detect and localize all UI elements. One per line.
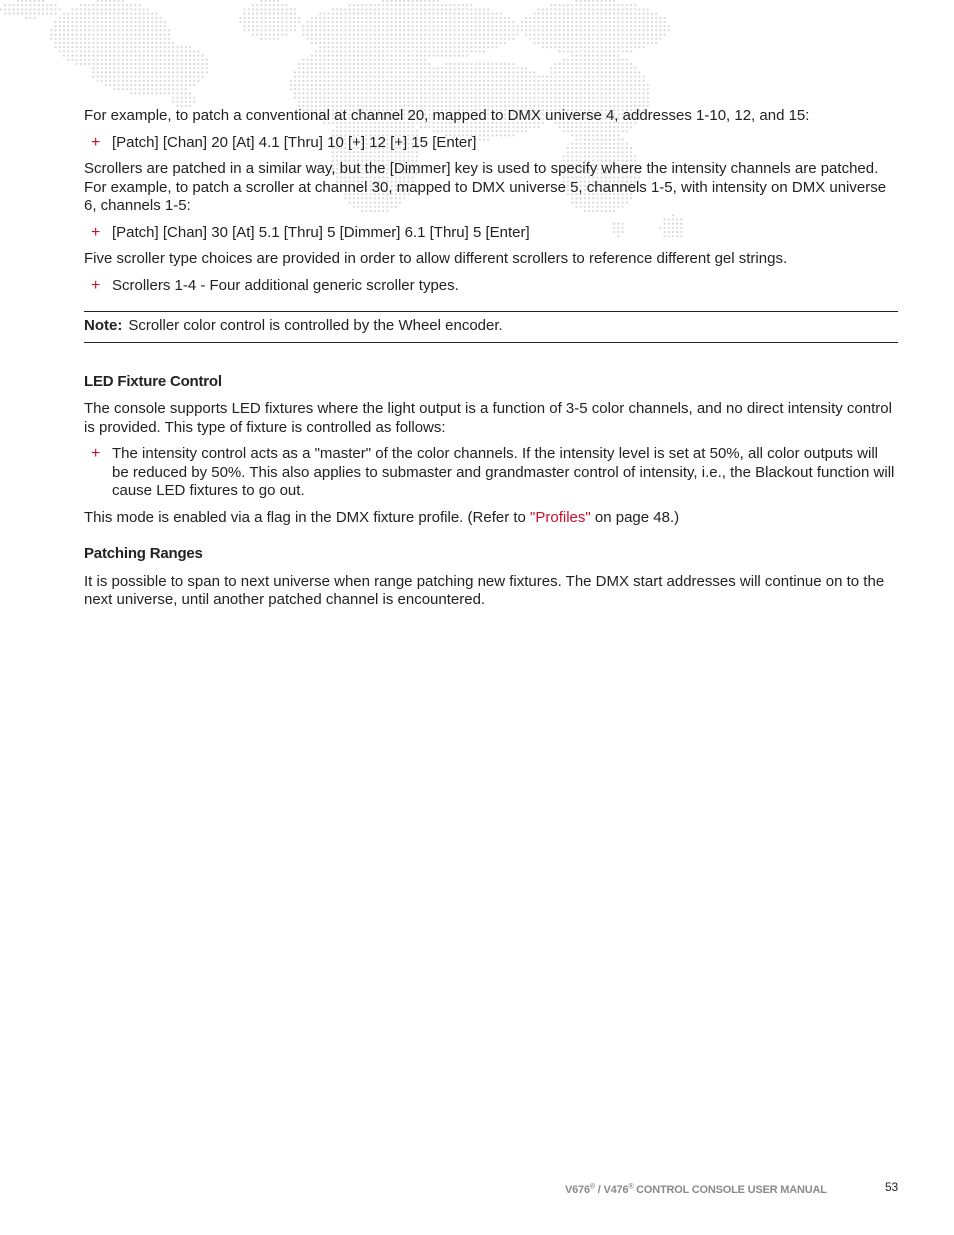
paragraph-led-intro: The console supports LED fixtures where the light output is a function of 3-5 color channels, and no direct intensity control is provided. This type of fixture is controlled as follows: xyxy=(84,400,892,436)
list-item: + [Patch] [Chan] 20 [At] 4.1 [Thru] 10 [+] 12 [+] 15 [Enter] xyxy=(91,133,477,151)
paragraph-led-profile: This mode is enabled via a flag in the DMX fixture profile. (Refer to "Profiles" on page 48.) xyxy=(84,508,680,526)
list-item: + Scrollers 1-4 - Four additional generic scroller types. xyxy=(91,276,459,294)
paragraph-scroller-types: Five scroller type choices are provided in order to allow different scrollers to reference different gel strings. xyxy=(84,250,788,267)
note-label: Note: xyxy=(84,317,123,334)
paragraph-patching-ranges: It is possible to span to next universe when range patching new fixtures. The DMX start addresses will continue on to the next universe, until another patched channel is encountered. xyxy=(84,572,885,608)
heading-patching-ranges: Patching Ranges xyxy=(84,545,203,562)
paragraph-scroller-example: Scrollers are patched in a similar way, but the [Dimmer] key is used to specify where the intensity channels are patched. For example, to patch a scroller at channel 30, mapped to DMX universe 5, channels 1-5, with intensity on DMX universe 6, channels 1-5: xyxy=(84,160,887,214)
bullet-list-1 xyxy=(84,134,898,153)
page-content xyxy=(84,107,898,618)
plus-bullet-icon: + xyxy=(91,276,101,294)
note-box xyxy=(84,311,898,343)
plus-bullet-icon: + xyxy=(91,445,101,462)
bullet-list-2 xyxy=(84,224,898,243)
list-item: + The intensity control acts as a "master" of the color channels. If the intensity level is set at 50%, all color outputs will be reduced by 50%. This also applies to submaster and grandmaster control of intensity, i.e., the Blackout function will cause LED fixtures to go out. xyxy=(91,445,895,499)
profiles-link[interactable]: "Profiles" xyxy=(530,508,591,526)
plus-bullet-icon: + xyxy=(91,133,101,151)
page-footer xyxy=(565,1178,898,1199)
note-text: Scroller color control is controlled by the Wheel encoder. xyxy=(128,317,503,334)
paragraph-conventional-example: For example, to patch a conventional at channel 20, mapped to DMX universe 4, addresses 1-10, 12, and 15: xyxy=(84,107,810,124)
page-number: 53 xyxy=(885,1180,898,1194)
list-item: + [Patch] [Chan] 30 [At] 5.1 [Thru] 5 [Dimmer] 6.1 [Thru] 5 [Enter] xyxy=(91,223,530,241)
bullet-list-4 xyxy=(84,445,898,501)
heading-led-fixture-control: LED Fixture Control xyxy=(84,372,222,390)
bullet-list-3 xyxy=(84,277,898,296)
plus-bullet-icon: + xyxy=(91,223,101,241)
footer-title: V676® / V476® CONTROL CONSOLE USER MANUAL xyxy=(565,1183,827,1196)
